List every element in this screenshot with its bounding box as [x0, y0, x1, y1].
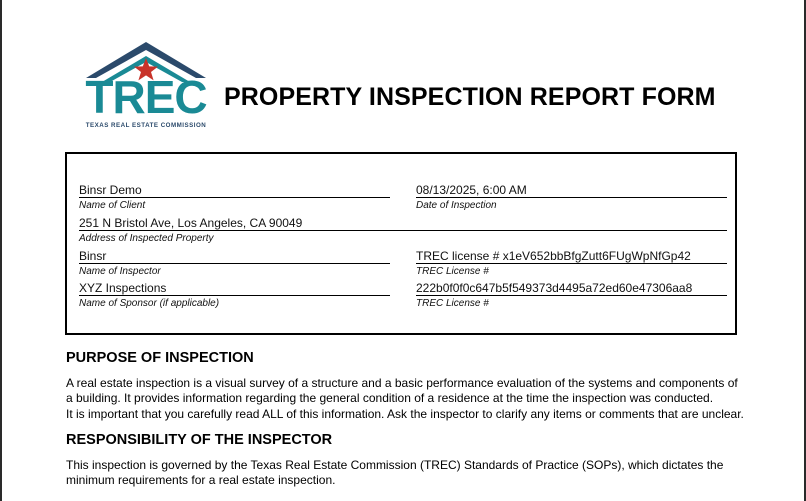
responsibility-paragraph-1: This inspection is governed by the Texas Real Estate Commission (TREC) Standards of Practice (SOPs), which dictates the minimum requirements for a real estate inspection. [66, 458, 724, 487]
page-left-border [0, 0, 2, 501]
info-box [65, 152, 737, 335]
sponsor-field [79, 281, 390, 310]
address-field [79, 216, 727, 245]
purpose-paragraph-1: A real estate inspection is a visual survey of a structure and a basic performance evaluation of the systems and components of a building. It provides information regarding the general condition of a residence at the time the inspection was conducted. [66, 376, 738, 405]
sponsor-license-field [416, 281, 727, 310]
date-caption: Date of Inspection [416, 200, 497, 211]
responsibility-heading: RESPONSIBILITY OF THE INSPECTOR [66, 432, 333, 448]
address-caption: Address of Inspected Property [79, 233, 214, 244]
sponsor-license-caption: TREC License # [416, 298, 489, 309]
logo-tagline: TEXAS REAL ESTATE COMMISSION [85, 122, 207, 129]
inspection-date: 08/13/2025, 6:00 AM [416, 183, 727, 198]
client-caption: Name of Client [79, 200, 146, 211]
client-name: Binsr Demo [79, 183, 390, 198]
inspector-license-field [416, 249, 727, 278]
property-address: 251 N Bristol Ave, Los Angeles, CA 90049 [79, 216, 727, 231]
client-field [79, 183, 390, 212]
sponsor-name: XYZ Inspections [79, 281, 390, 296]
sponsor-caption: Name of Sponsor (if applicable) [79, 298, 220, 309]
sponsor-license: 222b0f0f0c647b5f549373d4495a72ed60e47306aa8 [416, 281, 727, 296]
inspector-field [79, 249, 390, 278]
inspector-license: TREC license # x1eV652bbBfgZutt6FUgWpNfGp42 [416, 249, 727, 264]
inspector-license-caption: TREC License # [416, 266, 489, 277]
date-field [416, 183, 727, 212]
page-title: PROPERTY INSPECTION REPORT FORM [224, 83, 716, 111]
trec-logo [84, 38, 208, 130]
inspector-caption: Name of Inspector [79, 266, 161, 277]
inspector-name: Binsr [79, 249, 390, 264]
purpose-paragraph-2: It is important that you carefully read ALL of this information. Ask the inspector to clarify any items or comments that are unclear. [66, 407, 744, 421]
logo-wordmark: TREC [85, 71, 207, 123]
purpose-heading: PURPOSE OF INSPECTION [66, 350, 254, 366]
